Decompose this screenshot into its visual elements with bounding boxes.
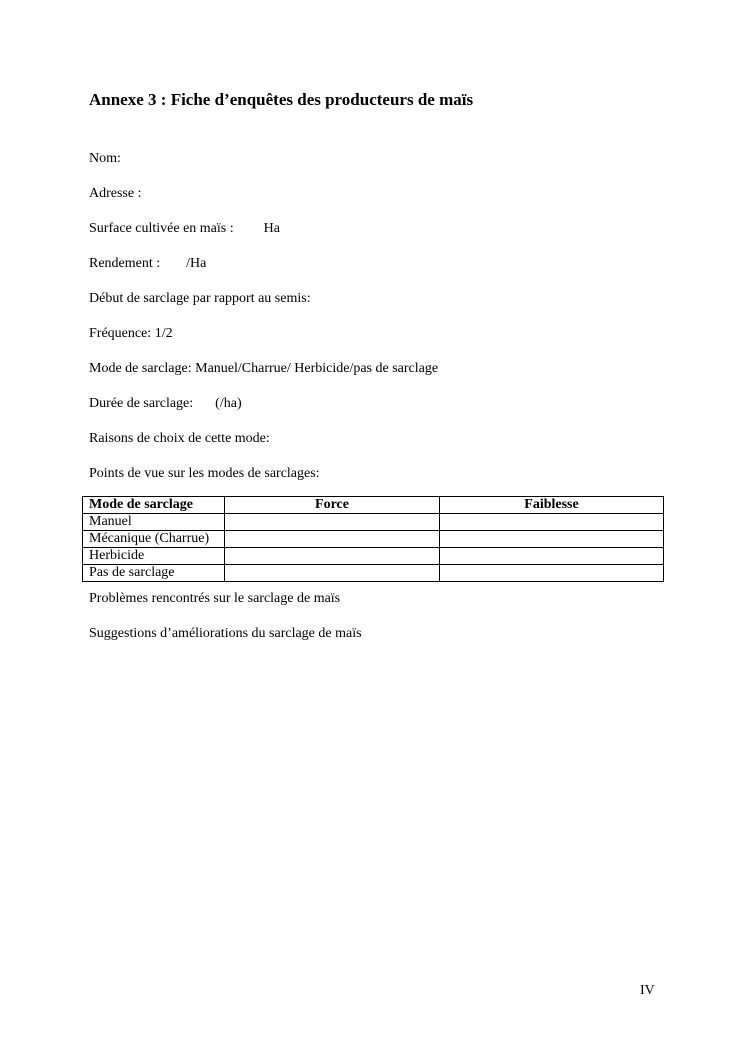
nom-label: Nom: <box>89 151 121 166</box>
row-force-cell <box>225 531 440 548</box>
row-mode-cell: Manuel <box>83 514 225 531</box>
sarclage-table <box>82 496 664 582</box>
rendement-label: Rendement : <box>89 256 161 271</box>
surface-label: Surface cultivée en maïs : <box>89 221 234 236</box>
page-number: IV <box>640 983 655 998</box>
table-row <box>83 531 664 548</box>
rendement-field <box>89 256 206 272</box>
adresse-label: Adresse : <box>89 186 142 201</box>
frequence-field: Fréquence: 1/2 <box>89 326 173 341</box>
rendement-unit: /Ha <box>186 256 207 271</box>
table-row <box>83 565 664 582</box>
duree-label: Durée de sarclage: <box>89 396 194 411</box>
row-force-cell <box>225 548 440 565</box>
header-force: Force <box>225 497 440 514</box>
raisons-field: Raisons de choix de cette mode: <box>89 431 270 446</box>
header-mode: Mode de sarclage <box>83 497 225 514</box>
table-row <box>83 548 664 565</box>
suggestions-field: Suggestions d’améliorations du sarclage de maïs <box>89 626 362 641</box>
table-header-row <box>83 497 664 514</box>
surface-unit: Ha <box>263 221 280 236</box>
adresse-field <box>89 186 142 202</box>
row-mode-cell: Mécanique (Charrue) <box>83 531 225 548</box>
page-title: Annexe 3 : Fiche d’enquêtes des producteurs de maïs <box>89 90 474 109</box>
nom-field <box>89 151 121 167</box>
surface-field <box>89 221 280 237</box>
table-row <box>83 514 664 531</box>
mode-sarclage-field: Mode de sarclage: Manuel/Charrue/ Herbicide/pas de sarclage <box>89 361 439 376</box>
debut-sarclage-field: Début de sarclage par rapport au semis: <box>89 291 311 306</box>
row-faiblesse-cell <box>440 514 664 531</box>
row-faiblesse-cell <box>440 565 664 582</box>
row-mode-cell: Herbicide <box>83 548 225 565</box>
duree-field <box>89 396 242 412</box>
row-faiblesse-cell <box>440 531 664 548</box>
row-mode-cell: Pas de sarclage <box>83 565 225 582</box>
duree-unit: (/ha) <box>215 396 242 411</box>
row-faiblesse-cell <box>440 548 664 565</box>
problemes-field: Problèmes rencontrés sur le sarclage de maïs <box>89 591 341 606</box>
header-faiblesse: Faiblesse <box>440 497 664 514</box>
points-de-vue-field: Points de vue sur les modes de sarclages: <box>89 466 320 481</box>
row-force-cell <box>225 565 440 582</box>
row-force-cell <box>225 514 440 531</box>
